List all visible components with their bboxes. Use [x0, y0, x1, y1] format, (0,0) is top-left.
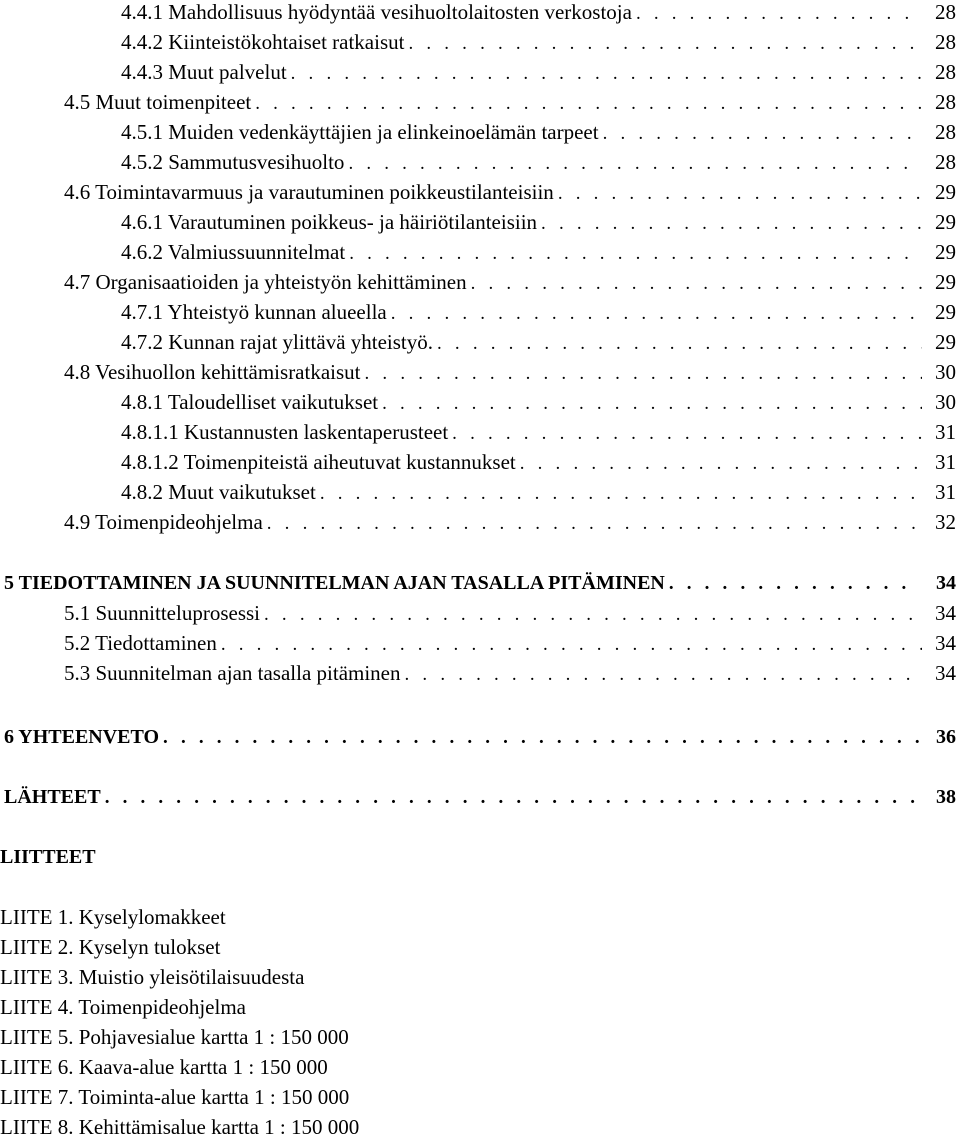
leader-dots — [291, 59, 922, 87]
toc-chapter-page: 36 — [936, 726, 956, 748]
appendix-item[interactable]: LIITE 7. Toiminta-alue kartta 1 : 150 000 — [0, 1085, 350, 1109]
toc-entry-label: 4.8.1.2 Toimenpiteistä aiheutuvat kustannukset — [121, 450, 516, 474]
appendix-item[interactable]: LIITE 1. Kyselylomakkeet — [0, 905, 226, 929]
toc-entry-label: 4.5.2 Sammutusvesihuolto — [121, 150, 345, 174]
toc-entry-4-8-1-1[interactable] — [121, 417, 956, 447]
appendix-item[interactable]: LIITE 5. Pohjavesialue kartta 1 : 150 000 — [0, 1025, 349, 1049]
toc-entry-page: 30 — [935, 360, 956, 384]
toc-chapter-6[interactable] — [4, 722, 956, 752]
leader-dots — [105, 783, 920, 812]
toc-entry-4-4-2[interactable] — [121, 27, 956, 57]
toc-entry-page: 29 — [935, 300, 956, 324]
toc-entry-5-3[interactable] — [64, 658, 956, 688]
toc-chapter-label: 6 YHTEENVETO — [4, 726, 160, 748]
toc-entry-label: 4.8.1 Taloudelliset vaikutukset — [121, 390, 379, 414]
toc-entry-label: 4.4.3 Muut palvelut — [121, 60, 287, 84]
leader-dots — [405, 660, 922, 688]
toc-entry-4-9[interactable] — [64, 507, 956, 537]
leader-dots — [255, 89, 922, 117]
toc-entry-page: 34 — [935, 631, 956, 655]
leader-dots — [163, 723, 920, 752]
leader-dots — [320, 479, 922, 507]
leader-dots — [221, 630, 922, 658]
toc-entry-4-4-3[interactable] — [121, 57, 956, 87]
toc-entry-4-5[interactable] — [64, 87, 956, 117]
leader-dots — [267, 509, 922, 537]
toc-entry-4-5-1[interactable] — [121, 117, 956, 147]
toc-entry-4-6-2[interactable] — [121, 237, 956, 267]
leader-dots — [558, 179, 922, 207]
toc-entry-4-5-2[interactable] — [121, 147, 956, 177]
leader-dots — [636, 0, 922, 27]
leader-dots — [437, 329, 922, 357]
toc-entry-label: 4.7.2 Kunnan rajat ylittävä yhteistyö. — [121, 330, 434, 354]
toc-entry-4-6[interactable] — [64, 177, 956, 207]
toc-entry-label: 4.6 Toimintavarmuus ja varautuminen poikkeustilanteisiin — [64, 180, 554, 204]
toc-entry-4-7-1[interactable] — [121, 297, 956, 327]
appendix-item[interactable]: LIITE 2. Kyselyn tulokset — [0, 935, 221, 959]
toc-entry-4-6-1[interactable] — [121, 207, 956, 237]
leader-dots — [669, 569, 920, 598]
toc-entry-label: 5.2 Tiedottaminen — [64, 631, 217, 655]
toc-entry-4-8-2[interactable] — [121, 477, 956, 507]
toc-entry-label: 5.1 Suunnitteluprosessi — [64, 601, 261, 625]
toc-entry-page: 32 — [935, 510, 956, 534]
leader-dots — [391, 299, 922, 327]
toc-entry-4-7-2[interactable] — [121, 327, 956, 357]
toc-entry-5-2[interactable] — [64, 628, 956, 658]
leader-dots — [471, 269, 922, 297]
toc-entry-page: 29 — [935, 210, 956, 234]
toc-entry-page: 28 — [935, 120, 956, 144]
toc-entry-page: 29 — [935, 240, 956, 264]
toc-entry-page: 28 — [935, 0, 956, 24]
toc-entry-4-8-1-2[interactable] — [121, 447, 956, 477]
toc-entry-5-1[interactable] — [64, 598, 956, 628]
toc-entry-page: 29 — [935, 180, 956, 204]
toc-entry-page: 28 — [935, 90, 956, 114]
appendix-item[interactable]: LIITE 4. Toimenpideohjelma — [0, 995, 246, 1019]
toc-entry-label: 4.6.2 Valmiussuunnitelmat — [121, 240, 346, 264]
leader-dots — [349, 239, 922, 267]
toc-entry-label: 4.4.1 Mahdollisuus hyödyntää vesihuoltolaitosten verkostoja — [121, 0, 632, 24]
toc-entry-label: 4.8.1.1 Kustannusten laskentaperusteet — [121, 420, 449, 444]
toc-chapter-5[interactable] — [4, 568, 956, 598]
toc-entry-4-8-1[interactable] — [121, 387, 956, 417]
toc-sources[interactable] — [4, 782, 956, 812]
toc-entry-4-4-1[interactable] — [121, 0, 956, 27]
toc-entry-page: 31 — [935, 420, 956, 444]
toc-entry-page: 29 — [935, 330, 956, 354]
appendices-heading: LIITTEET — [0, 846, 96, 868]
toc-entry-label: 4.6.1 Varautuminen poikkeus- ja häiriötilanteisiin — [121, 210, 538, 234]
toc-entry-label: 5.3 Suunnitelman ajan tasalla pitäminen — [64, 661, 401, 685]
toc-entry-label: 4.4.2 Kiinteistökohtaiset ratkaisut — [121, 30, 405, 54]
toc-entry-4-7[interactable] — [64, 267, 956, 297]
appendix-item[interactable]: LIITE 3. Muistio yleisötilaisuudesta — [0, 965, 305, 989]
toc-entry-page: 29 — [935, 270, 956, 294]
toc-entry-page: 31 — [935, 450, 956, 474]
toc-chapter-label: 5 TIEDOTTAMINEN JA SUUNNITELMAN AJAN TASALLA PITÄMINEN — [4, 572, 665, 594]
leader-dots — [541, 209, 922, 237]
toc-chapter-page: 34 — [936, 572, 956, 594]
toc-entry-page: 28 — [935, 30, 956, 54]
toc-entry-label: 4.9 Toimenpideohjelma — [64, 510, 263, 534]
toc-entry-page: 28 — [935, 60, 956, 84]
leader-dots — [520, 449, 922, 477]
toc-entry-label: 4.7 Organisaatioiden ja yhteistyön kehittäminen — [64, 270, 467, 294]
appendix-item[interactable]: LIITE 6. Kaava-alue kartta 1 : 150 000 — [0, 1055, 328, 1079]
toc-entry-4-8[interactable] — [64, 357, 956, 387]
toc-entry-page: 34 — [935, 601, 956, 625]
toc-entry-label: 4.8 Vesihuollon kehittämisratkaisut — [64, 360, 361, 384]
toc-sources-label: LÄHTEET — [4, 786, 101, 808]
toc-entry-page: 30 — [935, 390, 956, 414]
toc-sources-page: 38 — [936, 786, 956, 808]
leader-dots — [408, 29, 922, 57]
appendix-item[interactable]: LIITE 8. Kehittämisalue kartta 1 : 150 000 — [0, 1115, 360, 1139]
toc-entry-page: 34 — [935, 661, 956, 685]
toc-entry-page: 28 — [935, 150, 956, 174]
leader-dots — [348, 149, 922, 177]
toc-entry-label: 4.5.1 Muiden vedenkäyttäjien ja elinkeinoelämän tarpeet — [121, 120, 599, 144]
leader-dots — [365, 359, 922, 387]
toc-entry-label: 4.5 Muut toimenpiteet — [64, 90, 252, 114]
leader-dots — [603, 119, 922, 147]
leader-dots — [264, 600, 922, 628]
leader-dots — [452, 419, 922, 447]
toc-entry-page: 31 — [935, 480, 956, 504]
toc-entry-label: 4.8.2 Muut vaikutukset — [121, 480, 316, 504]
toc-entry-label: 4.7.1 Yhteistyö kunnan alueella — [121, 300, 387, 324]
leader-dots — [382, 389, 922, 417]
